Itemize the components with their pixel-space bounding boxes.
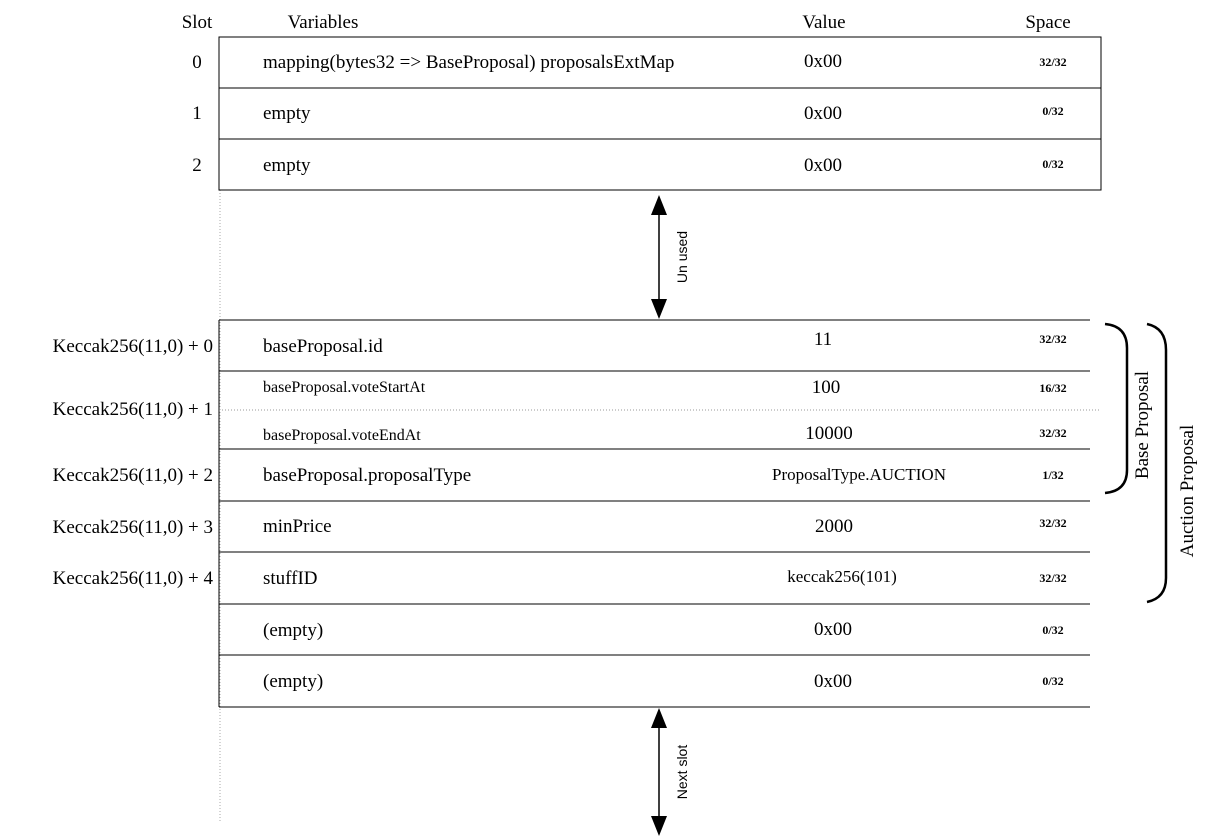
variable-label: empty <box>263 155 311 176</box>
space-label: 1/32 <box>1042 468 1064 482</box>
arrow-up-icon <box>651 195 667 215</box>
variable-label: minPrice <box>263 516 332 537</box>
variable-label: baseProposal.voteEndAt <box>263 427 421 444</box>
table-row <box>53 377 1067 420</box>
header-space: Space <box>1025 12 1071 33</box>
variable-label: empty <box>263 103 311 124</box>
unused-label: Un used <box>674 230 690 284</box>
variable-label: baseProposal.voteStartAt <box>263 379 426 396</box>
slot-label: 2 <box>192 155 202 176</box>
space-label: 32/32 <box>1039 516 1067 530</box>
top-storage-table <box>192 37 1101 190</box>
table-row <box>263 619 1064 641</box>
value-label: 100 <box>811 377 841 398</box>
table-row <box>53 329 1067 357</box>
value-label: keccak256(101) <box>787 567 897 586</box>
space-label: 0/32 <box>1042 674 1064 688</box>
table-row <box>192 155 1063 176</box>
slot-label: 1 <box>192 103 202 124</box>
value-label: 2000 <box>815 516 853 537</box>
table-row <box>53 465 1064 486</box>
slot-label: Keccak256(11,0) + 3 <box>52 517 213 538</box>
table-row <box>263 671 1064 692</box>
value-label: ProposalType.AUCTION <box>772 465 946 484</box>
space-label: 0/32 <box>1042 623 1064 637</box>
value-label: 10000 <box>805 423 853 444</box>
table-row <box>53 516 1067 538</box>
table-row <box>192 103 1063 124</box>
variable-label: stuffID <box>263 568 318 589</box>
space-label: 32/32 <box>1039 332 1067 346</box>
space-label: 0/32 <box>1042 104 1064 118</box>
bottom-storage-table <box>53 320 1100 707</box>
header-value: Value <box>802 12 846 33</box>
value-label: 0x00 <box>804 103 842 124</box>
base-proposal-brace <box>1105 324 1127 493</box>
table-row <box>53 567 1067 589</box>
next-slot-arrow <box>651 708 690 836</box>
next-slot-label: Next slot <box>674 744 690 800</box>
auction-proposal-bracket <box>1147 324 1198 602</box>
space-label: 32/32 <box>1039 55 1067 69</box>
variable-label: (empty) <box>263 620 324 641</box>
slot-label: 0 <box>192 52 202 73</box>
slot-label: Keccak256(11,0) + 1 <box>52 399 213 420</box>
base-proposal-bracket <box>1105 324 1153 493</box>
slot-label: Keccak256(11,0) + 0 <box>52 336 213 357</box>
table-row <box>192 51 1066 73</box>
value-label: 11 <box>813 329 833 350</box>
variable-label: (empty) <box>263 671 324 692</box>
arrow-down-icon <box>651 816 667 836</box>
variable-label: baseProposal.proposalType <box>263 465 472 486</box>
header-variables: Variables <box>287 12 359 33</box>
slot-label: Keccak256(11,0) + 2 <box>52 465 213 486</box>
space-label: 32/32 <box>1039 571 1067 585</box>
unused-arrow <box>651 195 690 319</box>
value-label: 0x00 <box>804 155 842 176</box>
variable-label: baseProposal.id <box>263 336 383 357</box>
auction-proposal-label: Auction Proposal <box>1177 424 1198 558</box>
base-proposal-label: Base Proposal <box>1132 370 1153 480</box>
value-label: 0x00 <box>814 671 852 692</box>
value-label: 0x00 <box>804 51 842 72</box>
value-label: 0x00 <box>814 619 852 640</box>
arrow-up-icon <box>651 708 667 728</box>
variable-label: mapping(bytes32 => BaseProposal) proposalsExtMap <box>263 52 675 73</box>
header-slot: Slot <box>181 12 213 33</box>
arrow-down-icon <box>651 299 667 319</box>
space-label: 16/32 <box>1039 381 1067 395</box>
table-row <box>263 423 1067 444</box>
space-label: 32/32 <box>1039 426 1067 440</box>
space-label: 0/32 <box>1042 157 1064 171</box>
slot-label: Keccak256(11,0) + 4 <box>52 568 213 589</box>
